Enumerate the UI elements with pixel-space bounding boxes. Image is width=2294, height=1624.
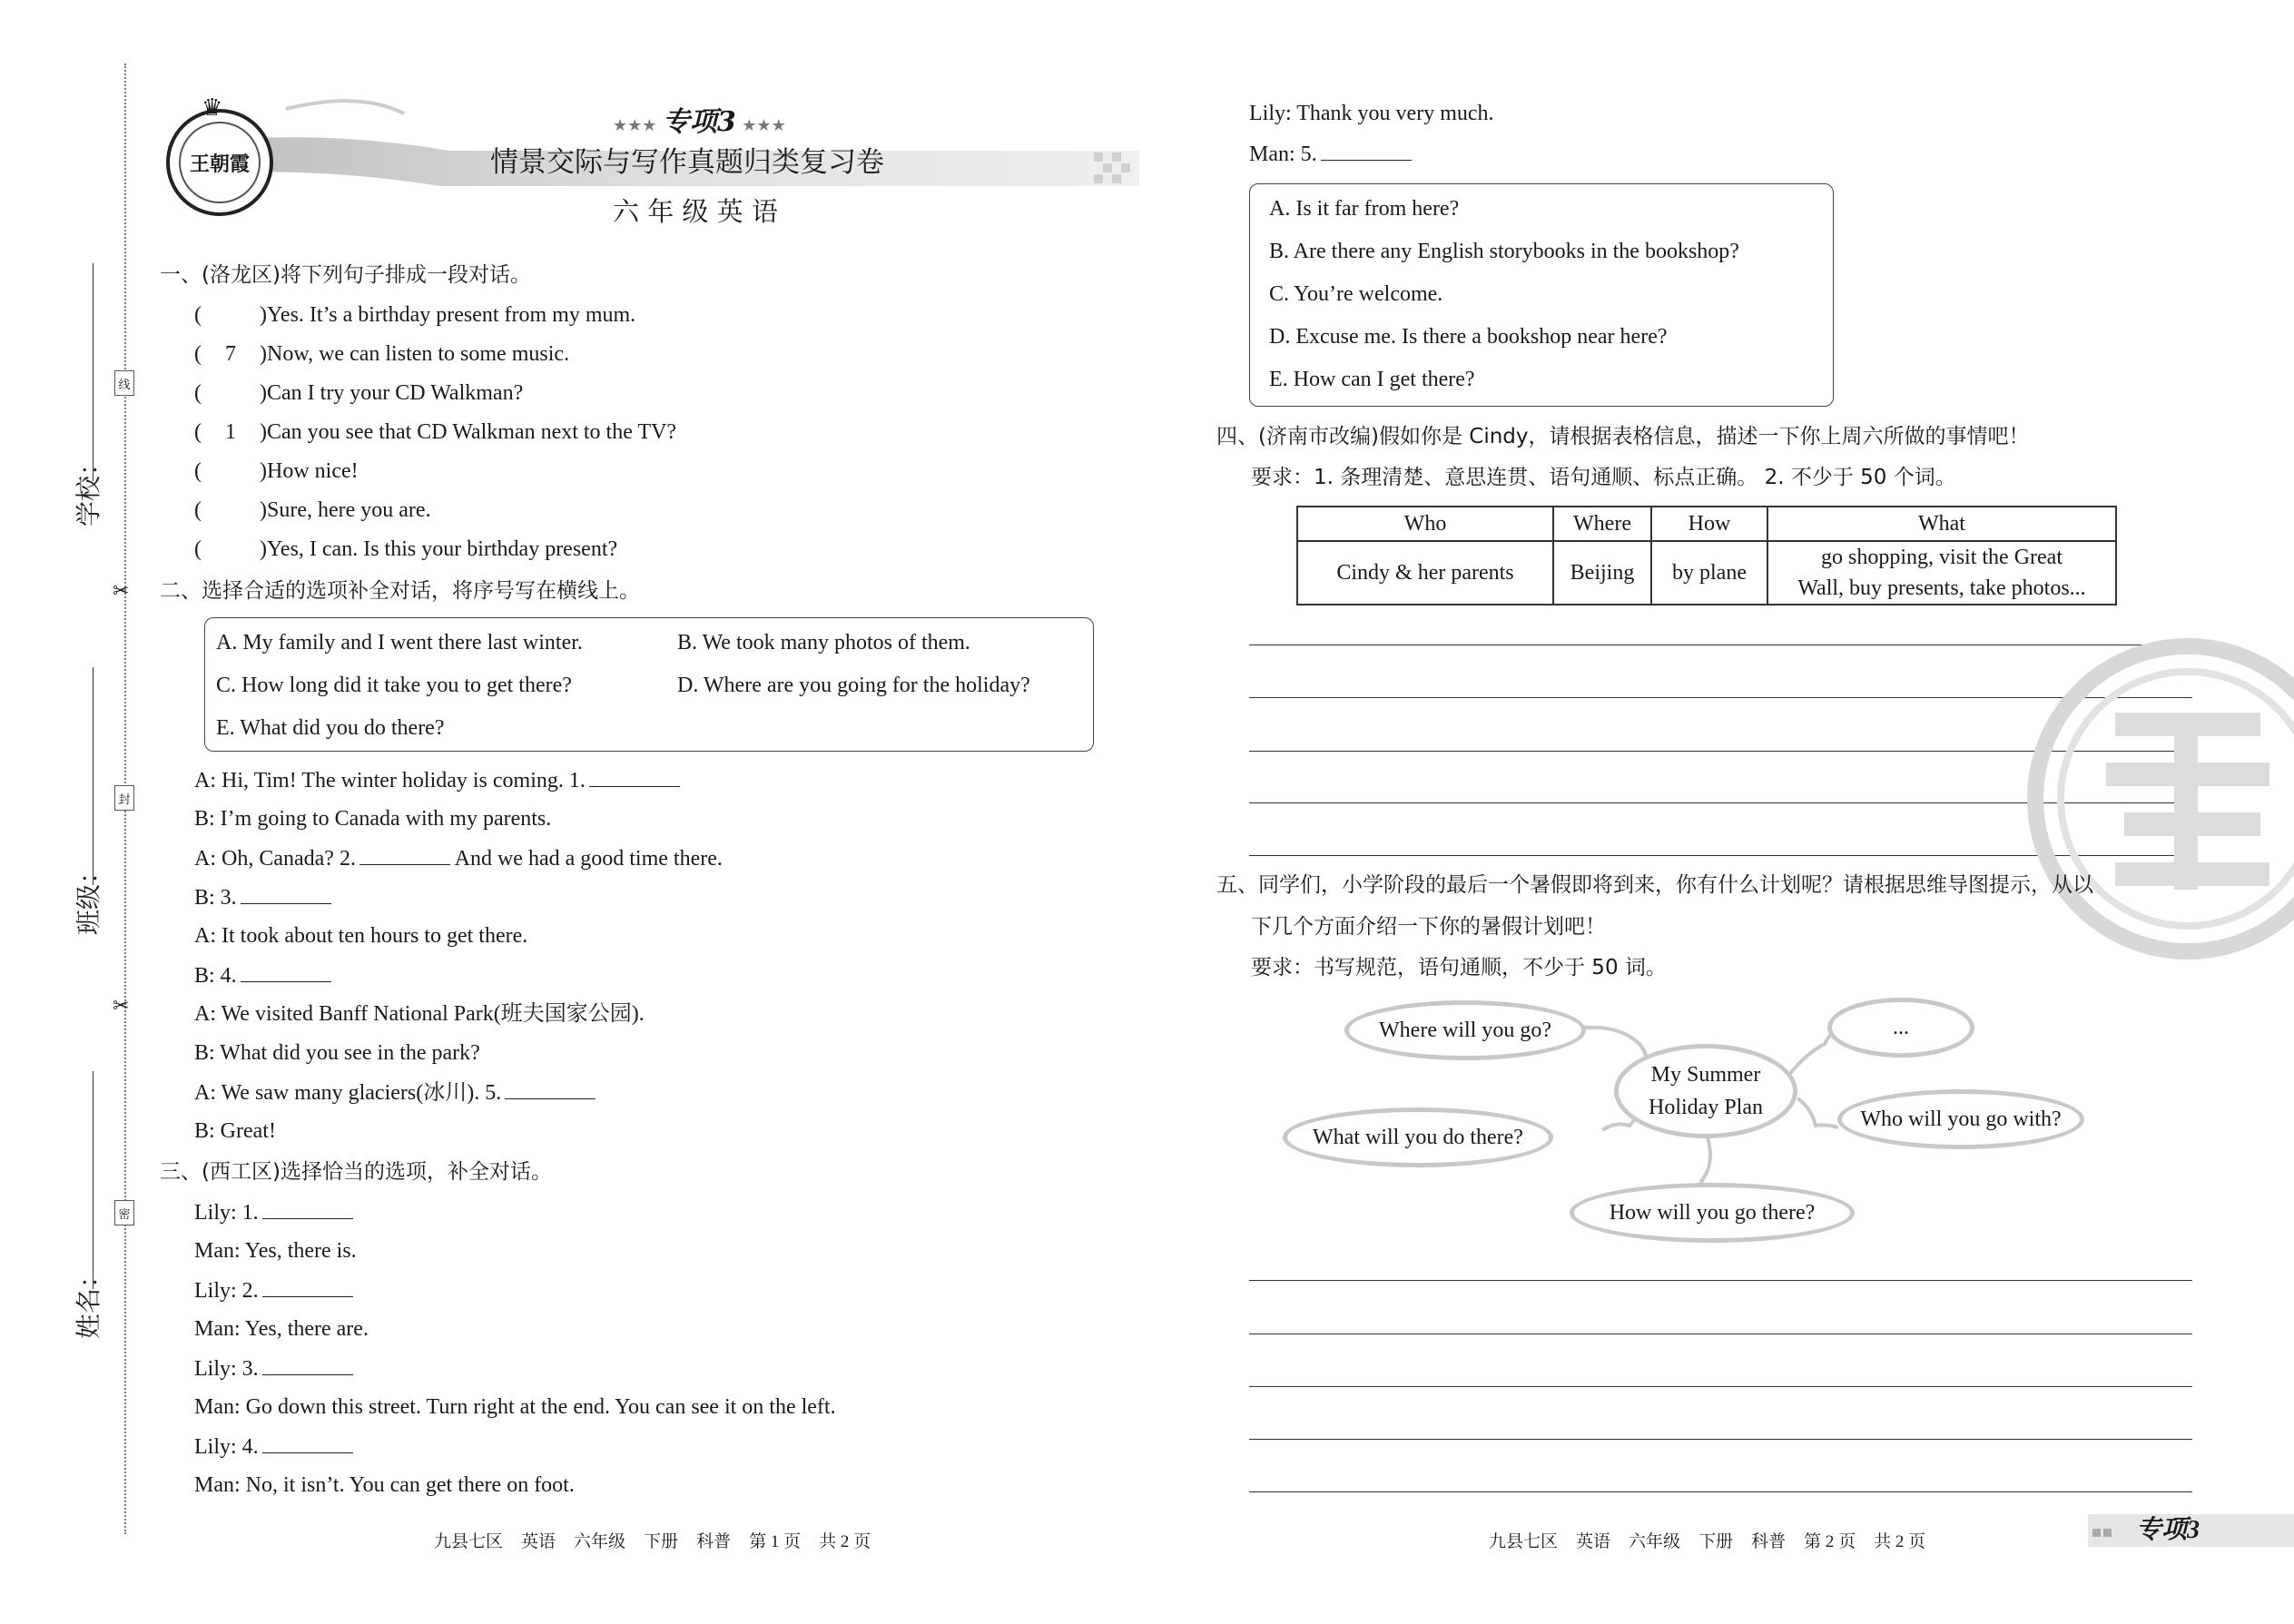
s2-option-d: D. Where are you going for the holiday? — [677, 674, 1030, 697]
answer-blank[interactable] — [262, 1198, 353, 1219]
s4-requirement: 要求：1. 条理清楚、意思连贯、语句通顺、标点正确。 2. 不少于 50 个词。 — [1251, 466, 1956, 489]
s1-item — [194, 497, 431, 524]
s5-requirement: 要求：书写规范，语句通顺，不少于 50 词。 — [1251, 956, 1667, 979]
order-number: 1 — [225, 420, 236, 444]
dialogue-line — [194, 1276, 353, 1304]
dialogue-line — [194, 1039, 480, 1067]
paren-open: ( — [194, 537, 202, 561]
paren-open: ( — [194, 459, 202, 483]
dialogue-line — [194, 1471, 575, 1499]
dialogue-line — [194, 1198, 353, 1226]
paren-open: ( — [194, 342, 202, 366]
school-label: 学校： — [74, 449, 103, 527]
class-line — [93, 667, 94, 885]
footer-item: 第 2 页 — [1804, 1532, 1856, 1551]
footer-item: 下册 — [1698, 1532, 1734, 1551]
th-where: Where — [1553, 507, 1651, 541]
name-label: 姓名： — [74, 1262, 103, 1339]
s3-option: B. Are there any English storybooks in the bookshop? — [1269, 240, 1739, 263]
page-subtitle: 六 年 级 英 语 — [613, 196, 778, 227]
dialogue-text: Man: Yes, there is. — [194, 1239, 357, 1263]
s5-title-line2: 下几个方面介绍一下你的暑假计划吧！ — [1251, 915, 1606, 939]
dialogue-text: Man: Go down this street. Turn right at the end. You can see it on the left. — [194, 1395, 836, 1419]
td-where: Beijing — [1553, 541, 1651, 605]
dialogue-line — [194, 961, 331, 989]
th-what: What — [1767, 507, 2116, 541]
answer-blank[interactable] — [1321, 140, 1412, 161]
dialogue-text: A: Oh, Canada? 2. — [194, 847, 356, 871]
dialogue-line — [194, 1432, 353, 1461]
mindmap-center-line2: Holiday Plan — [1649, 1096, 1763, 1119]
answer-blank[interactable] — [262, 1276, 353, 1297]
mindmap-how: How will you go there? — [1570, 1183, 1855, 1243]
answer-blank[interactable] — [262, 1432, 353, 1453]
footer-item: 下册 — [644, 1532, 679, 1551]
answer-blank[interactable] — [589, 766, 680, 787]
answer-blank[interactable] — [241, 961, 331, 982]
dialogue-text: Lily: 2. — [194, 1279, 259, 1303]
dialogue-text: Man: Yes, there are. — [194, 1317, 369, 1341]
answer-blank[interactable] — [241, 883, 331, 904]
mindmap-who: Who will you go with? — [1837, 1089, 2084, 1149]
dialogue-text: Man: 5. — [1249, 143, 1317, 166]
paren-open: ( — [194, 381, 202, 405]
footer-item: 共 2 页 — [819, 1532, 871, 1551]
dialogue-line — [194, 1117, 276, 1145]
s1-item — [194, 340, 569, 368]
footer-item: 科普 — [696, 1532, 732, 1551]
footer-item: 第 1 页 — [749, 1532, 802, 1551]
footer-badge: 专项3 — [2136, 1516, 2200, 1544]
page-title: 情景交际与写作真题归类复习卷 — [490, 146, 884, 179]
watermark-seal — [2015, 626, 2294, 971]
dialogue-line — [194, 1078, 596, 1107]
stars-right: ★★★ — [742, 116, 786, 134]
s2-option-a: A. My family and I went there last winter. — [216, 631, 583, 655]
stars-left: ★★★ — [613, 116, 657, 134]
dialogue-text: Lily: Thank you very much. — [1249, 102, 1494, 125]
dialogue-text: Lily: 3. — [194, 1357, 259, 1381]
school-line — [93, 263, 94, 481]
s1-item — [194, 536, 617, 563]
dialogue-text: A: We saw many glaciers(冰川). 5. — [194, 1081, 502, 1105]
order-number: 7 — [225, 342, 236, 366]
s3-option: A. Is it far from here? — [1269, 197, 1460, 221]
footer-item: 英语 — [1576, 1532, 1611, 1551]
scissors-icon: ✂ — [113, 994, 130, 1017]
dialogue-text: Lily: 4. — [194, 1435, 259, 1459]
dialogue-text: A: We visited Banff National Park(班夫国家公园). — [194, 1002, 645, 1026]
s1-item-text: )Yes, I can. Is this your birthday present? — [260, 537, 618, 561]
s1-item-text: )Yes. It’s a birthday present from my mum. — [260, 303, 636, 327]
mindmap-center — [1614, 1044, 1797, 1138]
mark-secret: 密 — [114, 1200, 134, 1225]
s4-info-table — [1296, 506, 2117, 605]
mindmap-what: What will you do there? — [1283, 1107, 1553, 1167]
s3-option: C. You’re welcome. — [1269, 282, 1443, 306]
footer-item: 共 2 页 — [1874, 1532, 1926, 1551]
td-what-line1: go shopping, visit the Great — [1821, 546, 2063, 569]
s4-title: 四、(济南市改编)假如你是 Cindy，请根据表格信息，描述一下你上周六所做的事情吧！ — [1216, 425, 2030, 448]
s3-title: 三、(西工区)选择恰当的选项，补全对话。 — [160, 1160, 552, 1184]
dialogue-line — [194, 1000, 645, 1028]
dialogue-line — [194, 844, 723, 872]
s1-title: 一、(洛龙区)将下列句子排成一段对话。 — [160, 263, 531, 287]
dialogue-text: B: I’m going to Canada with my parents. — [194, 807, 552, 831]
th-how: How — [1651, 507, 1767, 541]
dialogue-line — [194, 883, 331, 911]
s5-writing-line — [1249, 1386, 2192, 1387]
footer-badge-squares — [2092, 1525, 2112, 1541]
s1-item-text: )Sure, here you are. — [260, 498, 431, 522]
dialogue-text: A: Hi, Tim! The winter holiday is coming. 1. — [194, 769, 586, 792]
s3-option: E. How can I get there? — [1269, 368, 1475, 391]
dialogue-text: Man: No, it isn’t. You can get there on foot. — [194, 1473, 575, 1497]
s5-writing-line — [1249, 1491, 2192, 1492]
paren-open: ( — [194, 420, 202, 444]
dialogue-line — [194, 1354, 353, 1383]
dialogue-text: B: 3. — [194, 886, 237, 910]
footer-item: 六年级 — [574, 1532, 626, 1551]
footer-right — [1489, 1528, 1944, 1552]
s1-item — [194, 418, 676, 446]
s5-writing-line — [1249, 1439, 2192, 1440]
footer-item: 英语 — [521, 1532, 556, 1551]
dialogue-line — [1249, 100, 1494, 127]
th-who: Who — [1297, 507, 1553, 541]
dialogue-line — [194, 1393, 836, 1421]
name-line — [93, 1071, 94, 1289]
s1-item-text: )Can you see that CD Walkman next to the TV? — [260, 420, 677, 444]
footer-item: 科普 — [1751, 1532, 1787, 1551]
dialogue-text: B: What did you see in the park? — [194, 1041, 480, 1065]
dialogue-line — [1249, 140, 1412, 168]
dialogue-text-after: And we had a good time there. — [449, 847, 723, 871]
s1-item — [194, 301, 635, 329]
s2-option-e: E. What did you do there? — [216, 716, 445, 740]
footer-item: 九县七区 — [434, 1532, 504, 1551]
answer-blank[interactable] — [505, 1078, 596, 1099]
dialogue-text: B: 4. — [194, 964, 237, 988]
dialogue-text: A: It took about ten hours to get there. — [194, 924, 528, 948]
mark-seal: 封 — [114, 785, 134, 811]
s1-item-text: )How nice! — [260, 459, 359, 483]
dialogue-text: Lily: 1. — [194, 1201, 259, 1225]
footer-left — [434, 1528, 889, 1552]
answer-blank[interactable] — [262, 1354, 353, 1375]
dialogue-line — [194, 1315, 369, 1343]
logo — [166, 109, 273, 216]
answer-blank[interactable] — [359, 844, 450, 865]
mark-line: 线 — [114, 370, 134, 396]
s1-item — [194, 379, 523, 407]
paren-open: ( — [194, 498, 202, 522]
s2-option-c: C. How long did it take you to get there? — [216, 674, 572, 697]
dialogue-line — [194, 805, 551, 832]
badge-line — [613, 106, 786, 139]
scissors-icon: ✂ — [113, 579, 130, 602]
dialogue-line — [194, 1237, 357, 1265]
td-how: by plane — [1651, 541, 1767, 605]
dialogue-text: B: Great! — [194, 1119, 276, 1143]
td-who: Cindy & her parents — [1297, 541, 1553, 605]
footer-item: 六年级 — [1629, 1532, 1681, 1551]
mindmap-dots: ... — [1827, 998, 1974, 1058]
s5-title-line1: 五、同学们，小学阶段的最后一个暑假即将到来，你有什么计划呢？请根据思维导图提示，从以 — [1216, 873, 2093, 897]
td-what-line2: Wall, buy presents, take photos... — [1797, 576, 2086, 600]
footer-item: 九县七区 — [1489, 1532, 1559, 1551]
crown-icon: ♛ — [202, 94, 223, 121]
mindmap-center-line1: My Summer — [1650, 1063, 1761, 1087]
s1-item-text: )Now, we can listen to some music. — [260, 342, 570, 366]
series-badge: 专项3 — [662, 106, 736, 138]
s2-option-b: B. We took many photos of them. — [677, 631, 970, 655]
s5-writing-line — [1249, 1280, 2192, 1281]
class-label: 班级： — [74, 858, 103, 935]
paren-open: ( — [194, 303, 202, 327]
s1-item — [194, 458, 359, 485]
s3-option: D. Excuse me. Is there a bookshop near here? — [1269, 325, 1668, 349]
dialogue-line — [194, 922, 527, 950]
mindmap-where: Where will you go? — [1344, 1000, 1586, 1060]
logo-text: 王朝霞 — [189, 152, 250, 176]
s1-item-text: )Can I try your CD Walkman? — [260, 381, 524, 405]
s2-title: 二、选择合适的选项补全对话，将序号写在横线上。 — [160, 579, 640, 603]
td-what — [1767, 541, 2116, 605]
dialogue-line — [194, 766, 680, 794]
